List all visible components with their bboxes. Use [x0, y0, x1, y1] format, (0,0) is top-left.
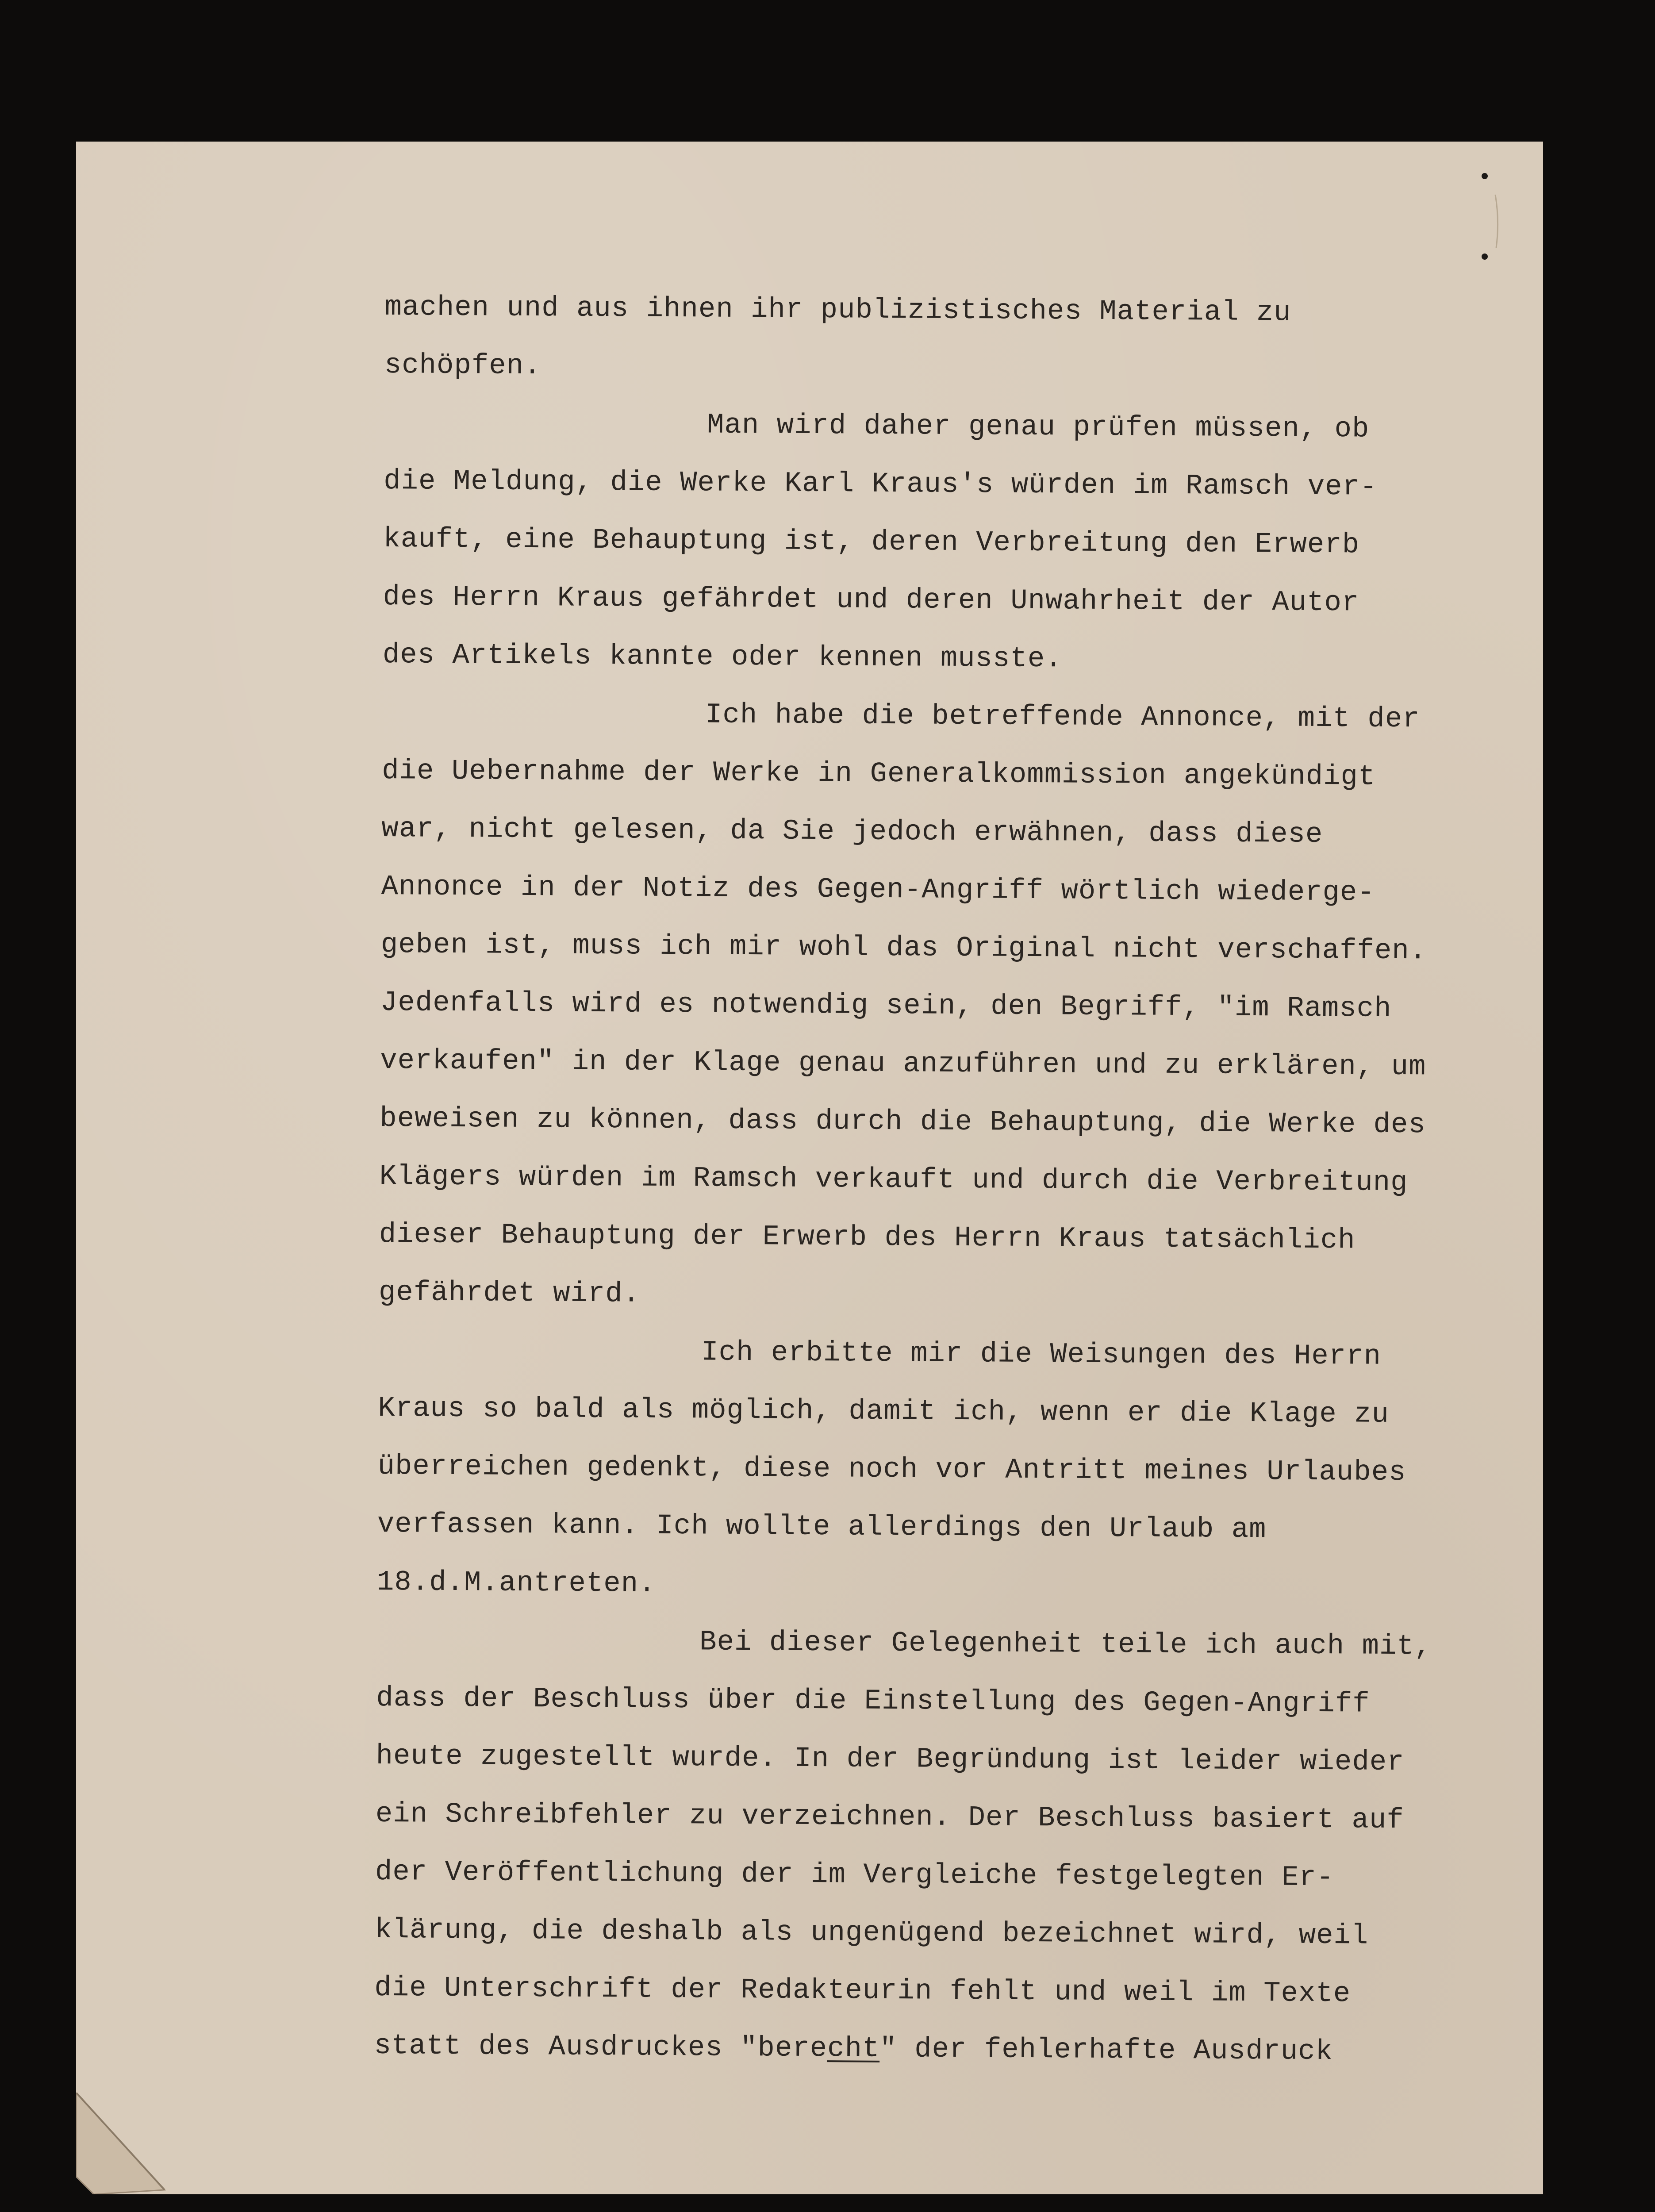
text-line: kauft, eine Behauptung ist, deren Verbreitung den Erwerb — [383, 523, 1360, 561]
text-line: klärung, die deshalb als ungenügend bezeichnet wird, weil — [374, 1914, 1369, 1952]
underlined-fragment: cht — [827, 2033, 880, 2065]
text-line: dass der Beschluss über die Einstellung des Gegen-Angriff — [376, 1682, 1370, 1720]
folded-corner — [76, 2093, 182, 2194]
text-line: Kraus so bald als möglich, damit ich, wenn er die Klage zu — [378, 1392, 1390, 1431]
text-line: Annonce in der Notiz des Gegen-Angriff wörtlich wiederge- — [381, 871, 1375, 909]
text-line: Bei dieser Gelegenheit teile ich auch mit, — [699, 1626, 1432, 1663]
text-fragment: " der fehlerhafte Ausdruck — [879, 2033, 1333, 2068]
text-line: Man wird daher genau prüfen müssen, ob — [707, 409, 1370, 445]
text-line: gefährdet wird. — [378, 1276, 641, 1310]
text-line: Ich erbitte mir die Weisungen des Herrn — [701, 1336, 1382, 1373]
text-line: beweisen zu können, dass durch die Behauptung, die Werke des — [380, 1102, 1426, 1141]
text-line: die Unterschrift der Redakteurin fehlt und weil im Texte — [374, 1972, 1351, 2010]
text-line: ein Schreibfehler zu verzeichnen. Der Beschluss basiert auf — [375, 1798, 1404, 1837]
text-line: war, nicht gelesen, da Sie jedoch erwähnen, dass diese — [381, 813, 1323, 851]
text-line: 18.d.M.antreten. — [376, 1566, 656, 1600]
text-line: machen und aus ihnen ihr publizistisches Material zu — [384, 291, 1291, 329]
text-line: heute zugestellt wurde. In der Begründung ist leider wieder — [376, 1740, 1405, 1779]
text-line: der Veröffentlichung der im Vergleiche festgelegten Er- — [375, 1856, 1334, 1894]
text-line: die Meldung, die Werke Karl Kraus's würden im Ramsch ver- — [383, 465, 1378, 503]
text-line: Ich habe die betreffende Annonce, mit der — [705, 699, 1420, 736]
text-line: verkaufen" in der Klage genau anzuführen und zu erklären, um — [380, 1045, 1426, 1083]
text-line: schöpfen. — [384, 349, 541, 383]
text-line: die Uebernahme der Werke in Generalkommission angekündigt — [381, 755, 1376, 793]
text-line: des Artikels kannte oder kennen musste. — [382, 639, 1063, 676]
letter-body — [374, 279, 1491, 2082]
text-line: überreichen gedenkt, diese noch vor Antritt meines Urlaubes — [377, 1450, 1406, 1489]
text-line: Jedenfalls wird es notwendig sein, den Begriff, "im Ramsch — [380, 987, 1392, 1025]
text-line: Klägers würden im Ramsch verkauft und durch die Verbreitung — [379, 1160, 1408, 1199]
text-line: des Herrn Kraus gefährdet und deren Unwahrheit der Autor — [383, 581, 1359, 619]
edge-marks — [1469, 168, 1522, 279]
text-line-last — [374, 2017, 1480, 2082]
text-line: geben ist, muss ich mir wohl das Original nicht verschaffen. — [380, 929, 1427, 968]
text-line: dieser Behauptung der Erwerb des Herrn Kraus tatsächlich — [379, 1218, 1355, 1257]
text-fragment: statt des Ausdruckes "bere — [374, 2030, 828, 2065]
text-line: verfassen kann. Ich wollte allerdings den Urlaub am — [377, 1508, 1267, 1546]
